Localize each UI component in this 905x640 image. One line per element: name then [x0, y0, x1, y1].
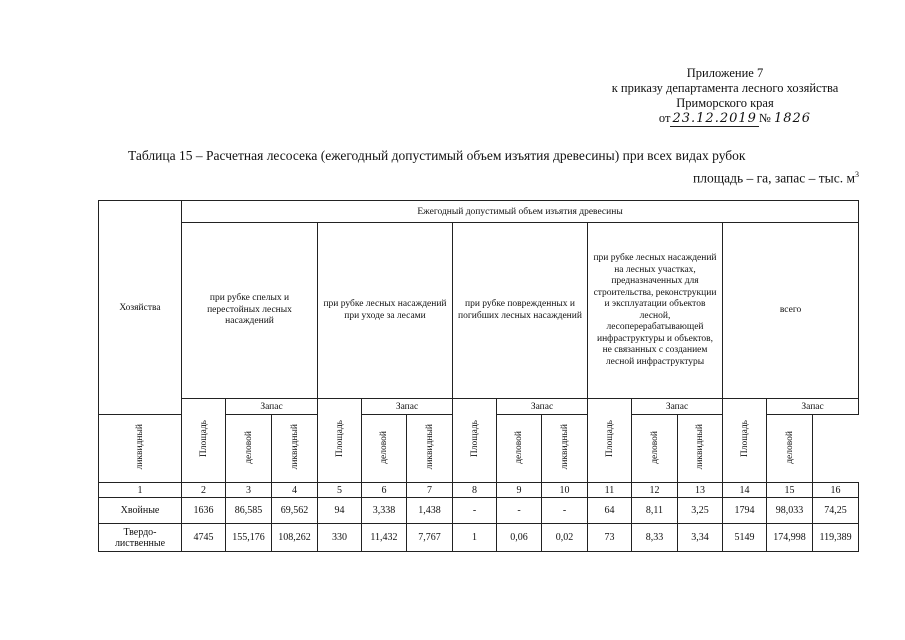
group-damaged [453, 223, 588, 399]
liquid-header [678, 415, 723, 483]
table-cell: 3,25 [678, 498, 723, 524]
stock-header: Запас [362, 399, 453, 415]
appendix-no-label: № [758, 111, 771, 125]
table-cell: 108,262 [272, 524, 318, 552]
table-cell: 7,767 [407, 524, 453, 552]
business-label: деловой [514, 430, 524, 464]
appendix-region: Приморского края [676, 96, 774, 110]
table-cell: 1,438 [407, 498, 453, 524]
area-label: Площадь [198, 420, 209, 458]
liquid-header [272, 415, 318, 483]
stock-header: Запас [226, 399, 318, 415]
table-title: Таблица 15 – Расчетная лесосека (ежегодный допустимый объем изъятия древесины) при всех видах рубок [128, 148, 746, 163]
liquid-label: ликвидный [135, 424, 145, 470]
area-label: Площадь [469, 420, 480, 458]
table-cell: 330 [318, 524, 362, 552]
table-cell: 1794 [723, 498, 767, 524]
lesoseka-table [98, 200, 859, 552]
table-cell: 69,562 [272, 498, 318, 524]
table-cell: 1636 [182, 498, 226, 524]
col-number: 16 [813, 483, 859, 498]
column-numbers-row [99, 483, 859, 498]
table-cell: 174,998 [767, 524, 813, 552]
col-number: 1 [99, 483, 182, 498]
appendix-date-line [560, 111, 890, 126]
business-label: деловой [649, 430, 660, 464]
col-number: 12 [632, 483, 678, 498]
table-cell: 3,338 [362, 498, 407, 524]
table-cell: 74,25 [813, 498, 859, 524]
business-header [767, 415, 813, 483]
table-cell: 98,033 [767, 498, 813, 524]
appendix-date-prefix: от [658, 111, 671, 125]
liquid-header [99, 415, 182, 483]
table-cell: - [542, 498, 588, 524]
business-label: деловой [379, 430, 389, 464]
group-construction-label: при рубке лесных насаждений на лесных участках, предназначенных для строительства, реконструкции и эксплуатации объектов лесной, лесоперерабатывающей инфраструктуры и объектов, не связанных с созданием лесной инфраструктуры [593, 253, 717, 367]
col-number: 13 [678, 483, 723, 498]
liquid-header [407, 415, 453, 483]
area-header [588, 399, 632, 483]
table-cell: 1 [453, 524, 497, 552]
row-name: Хвойные [99, 498, 182, 524]
col-number: 10 [542, 483, 588, 498]
table-cell: 8,33 [632, 524, 678, 552]
col-number: 11 [588, 483, 632, 498]
area-header [182, 399, 226, 483]
table-cell: 4745 [182, 524, 226, 552]
col-number: 4 [272, 483, 318, 498]
table-row [99, 498, 859, 524]
appendix-date: 23.12.2019 [672, 111, 757, 126]
appendix-title: Приложение 7 [686, 66, 764, 80]
group-total [723, 223, 859, 399]
area-header [453, 399, 497, 483]
stock-header: Запас [767, 399, 859, 415]
col-number: 14 [723, 483, 767, 498]
area-label: Площадь [604, 420, 615, 458]
col-number: 9 [497, 483, 542, 498]
liquid-header [542, 415, 588, 483]
stock-header: Запас [497, 399, 588, 415]
col-number: 7 [407, 483, 453, 498]
business-header [497, 415, 542, 483]
area-header [318, 399, 362, 483]
farms-header: Хозяйства [99, 201, 182, 415]
appendix-block [560, 66, 890, 126]
table-cell: 86,585 [226, 498, 272, 524]
table-units [693, 170, 859, 187]
table-cell: 0,02 [542, 524, 588, 552]
business-header [226, 415, 272, 483]
table-cell: 64 [588, 498, 632, 524]
area-label: Площадь [334, 420, 345, 458]
table-cell: 73 [588, 524, 632, 552]
group-damaged-label: при рубке поврежденных и погибших лесных насаждений [458, 299, 582, 321]
table-cell: 3,34 [678, 524, 723, 552]
group-mature [182, 223, 318, 399]
area-header [723, 399, 767, 483]
liquid-label: ликвидный [695, 424, 705, 470]
table-cell: 5149 [723, 524, 767, 552]
group-construction [588, 223, 723, 399]
table-cell: 155,176 [226, 524, 272, 552]
area-label: Площадь [739, 420, 750, 458]
col-number: 15 [767, 483, 813, 498]
appendix-number: 1826 [773, 111, 812, 126]
group-care [318, 223, 453, 399]
table-cell: 94 [318, 498, 362, 524]
table-cell: - [497, 498, 542, 524]
liquid-label: ликвидный [289, 424, 300, 470]
business-header [632, 415, 678, 483]
units-sup: 3 [855, 170, 859, 179]
row-name: Твердо-лиственные [99, 524, 182, 552]
col-number: 5 [318, 483, 362, 498]
col-number: 3 [226, 483, 272, 498]
stock-header: Запас [632, 399, 723, 415]
group-total-label: всего [779, 304, 802, 315]
liquid-label: ликвидный [424, 424, 435, 470]
table-cell: - [453, 498, 497, 524]
group-header: Ежегодный допустимый объем изъятия древесины [182, 201, 859, 223]
appendix-order: к приказу департамента лесного хозяйства [611, 81, 839, 95]
table-cell: 119,389 [813, 524, 859, 552]
col-number: 8 [453, 483, 497, 498]
business-label: деловой [243, 430, 254, 464]
table-cell: 11,432 [362, 524, 407, 552]
business-label: деловой [784, 430, 795, 464]
table-cell: 0,06 [497, 524, 542, 552]
business-header [362, 415, 407, 483]
liquid-label: ликвидный [559, 424, 570, 470]
table-row [99, 524, 859, 552]
col-number: 2 [182, 483, 226, 498]
col-number: 6 [362, 483, 407, 498]
group-mature-label: при рубке спелых и перестойных лесных насаждений [207, 293, 292, 327]
units-text: площадь – га, запас – тыс. м [692, 170, 855, 186]
table-cell: 8,11 [632, 498, 678, 524]
group-care-label: при рубке лесных насаждений при уходе за лесами [323, 299, 447, 321]
